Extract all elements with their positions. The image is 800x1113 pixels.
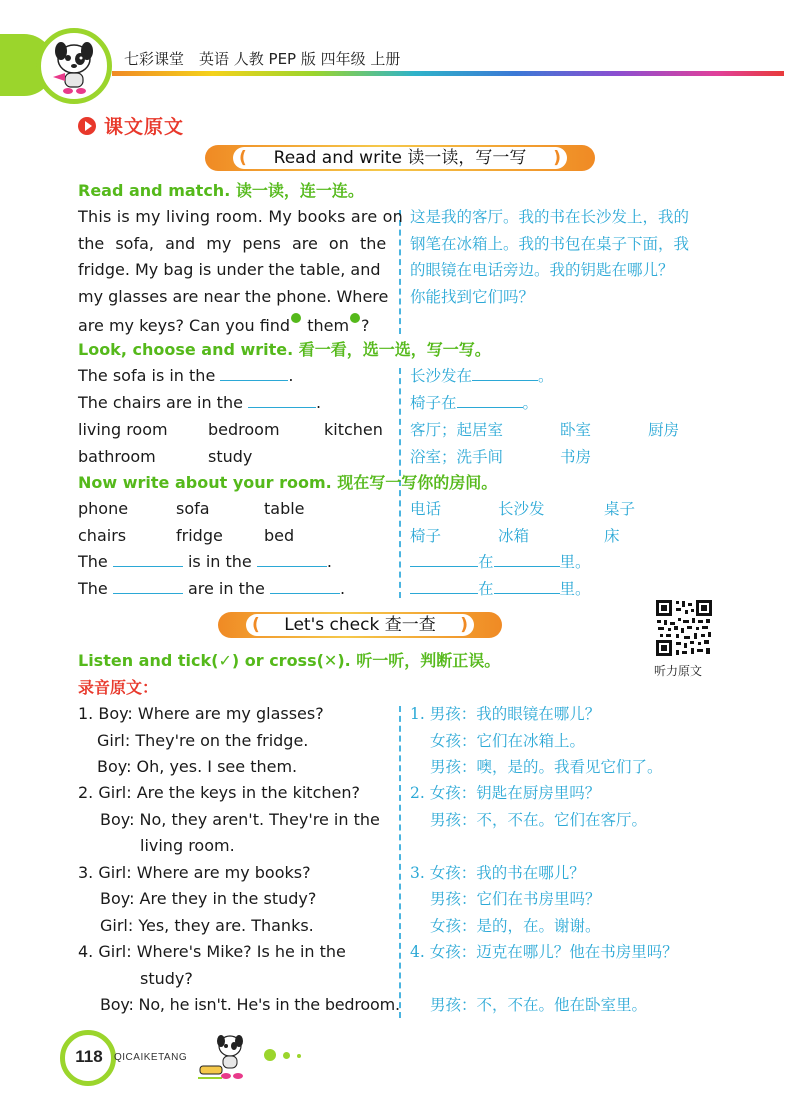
fill-line-2-cn-text: 椅子在 — [410, 394, 457, 412]
fill-line-1-text: The sofa is in the — [78, 366, 216, 385]
footnote-2-icon — [350, 313, 360, 323]
sentence-1-cn-zai: 在 — [478, 553, 494, 571]
read-match-en-end: ? — [361, 316, 370, 335]
answer-blank[interactable] — [113, 580, 183, 594]
object-word: sofa — [176, 499, 210, 518]
room-word: kitchen — [324, 420, 383, 439]
dialogue-line-en: study? — [140, 969, 193, 988]
read-match-en-line: my glasses are near the phone. Where — [78, 287, 389, 306]
dialogue-line-en: 2. Girl: Are the keys in the kitchen? — [78, 783, 360, 802]
sentence-2-a: The — [78, 579, 108, 598]
room-word-cn: 浴室；洗手间 — [410, 448, 504, 466]
sentence-1-a: The — [78, 552, 108, 571]
object-word: chairs — [78, 526, 127, 545]
room-word: study — [208, 447, 253, 466]
read-match-instruction: Read and match. 读一读，连一连。 — [78, 181, 364, 200]
sentence-1-period: . — [326, 552, 332, 571]
room-word: living room — [78, 420, 168, 439]
header-title: 七彩课堂 英语 人教 PEP 版 四年级 上册 — [124, 50, 401, 68]
object-word-cn: 电话 — [410, 500, 442, 518]
decor-dot — [297, 1054, 301, 1058]
sentence-2-cn — [410, 578, 591, 600]
object-word-cn: 冰箱 — [498, 527, 530, 545]
footer-brand: QICAIKETANG — [114, 1052, 188, 1063]
decor-dot — [283, 1052, 290, 1059]
dialogue-line-cn: 男孩：不，不在。他在卧室里。 — [430, 996, 648, 1014]
answer-blank[interactable] — [270, 580, 340, 594]
read-match-en-them: them — [307, 316, 350, 335]
dialogue-line-en: 1. Boy: Where are my glasses? — [78, 704, 324, 723]
dialogue-line-en: Girl: Yes, they are. Thanks. — [100, 916, 314, 935]
answer-blank[interactable] — [248, 394, 316, 408]
now-write-instruction: Now write about your room. 现在写一写你的房间。 — [78, 473, 498, 492]
dialogue-line-en: Boy: No, they aren't. They're in the — [100, 810, 380, 829]
mascot-icon — [36, 28, 112, 104]
room-word-cn: 书房 — [560, 448, 592, 466]
answer-blank[interactable] — [113, 553, 183, 567]
sentence-2-period: . — [339, 579, 346, 598]
sentence-1-b: is in the — [187, 552, 252, 571]
section-heading — [78, 112, 184, 139]
fill-line-2-period: . — [316, 393, 322, 412]
read-match-en-line-last — [78, 313, 370, 337]
read-match-cn-line: 你能找到它们吗？ — [410, 288, 535, 306]
dialogue-line-en: Boy: Oh, yes. I see them. — [97, 757, 298, 776]
sentence-2 — [78, 578, 345, 600]
object-word-cn: 床 — [604, 527, 620, 545]
sentence-2-b: are in the — [187, 579, 265, 598]
read-match-en-line: This is my living room. My books are on — [78, 207, 404, 226]
fill-line-1-cn — [410, 365, 554, 387]
object-word-cn: 桌子 — [604, 500, 636, 518]
qr-label: 听力原文 — [654, 664, 703, 678]
sentence-1-cn — [410, 551, 591, 573]
fill-line-2-cn-period: 。 — [522, 394, 539, 412]
read-match-cn-line: 钢笔在冰箱上。我的书包在桌子下面，我 — [410, 235, 690, 253]
fill-line-2-cn — [410, 392, 538, 414]
dialogue-line-cn: 2. 女孩：钥匙在厨房里吗？ — [410, 784, 601, 802]
dialogue-line-en: living room. — [140, 836, 235, 855]
read-match-en-line: fridge. My bag is under the table, and — [78, 260, 381, 279]
page-number: 118 — [75, 1047, 103, 1066]
sentence-1-cn-li: 里。 — [559, 553, 591, 571]
answer-blank[interactable] — [410, 580, 478, 594]
answer-blank[interactable] — [494, 580, 560, 594]
dialogue-line-en: Boy: No, he isn't. He's in the bedroom. — [100, 995, 400, 1014]
answer-blank[interactable] — [457, 394, 523, 408]
room-word-cn: 卧室 — [560, 421, 592, 439]
answer-blank[interactable] — [257, 553, 327, 567]
read-match-cn-line: 这是我的客厅。我的书在长沙发上，我的 — [410, 208, 690, 226]
answer-blank[interactable] — [220, 367, 288, 381]
dialogue-line-en: 4. Girl: Where's Mike? Is he in the — [78, 942, 346, 961]
footnote-1-icon — [291, 313, 301, 323]
qr-code-icon[interactable] — [654, 598, 714, 658]
answer-blank[interactable] — [472, 367, 538, 381]
banner-lets-check — [218, 612, 502, 638]
dialogue-line-cn: 1. 男孩：我的眼镜在哪儿？ — [410, 705, 601, 723]
sentence-1 — [78, 551, 332, 573]
sentence-2-cn-zai: 在 — [478, 580, 494, 598]
room-word-cn: 客厅；起居室 — [410, 421, 504, 439]
script-title: 录音原文： — [78, 678, 159, 697]
dialogue-line-cn: 男孩：不，不在。它们在客厅。 — [430, 811, 648, 829]
column-divider — [399, 210, 401, 334]
object-word: bed — [264, 526, 295, 545]
room-word-cn: 厨房 — [648, 421, 680, 439]
dialogue-line-cn: 3. 女孩：我的书在哪儿？ — [410, 864, 585, 882]
banner-read-and-write — [205, 145, 595, 171]
banner-read-and-write-label: ( Read and write 读一读，写一写 ) — [233, 147, 567, 169]
read-match-en-line: the sofa, and my pens are on the — [78, 234, 387, 253]
footer-mascot-icon — [196, 1032, 252, 1082]
dialogue-line-en: 3. Girl: Where are my books? — [78, 863, 311, 882]
answer-blank[interactable] — [410, 553, 478, 567]
room-word: bathroom — [78, 447, 156, 466]
fill-line-1-cn-text: 长沙发在 — [410, 367, 473, 385]
object-word: phone — [78, 499, 129, 518]
object-word-cn: 椅子 — [410, 527, 442, 545]
sentence-2-cn-li: 里。 — [559, 580, 591, 598]
header-rainbow-bar — [112, 71, 784, 76]
fill-line-2 — [78, 392, 321, 414]
listen-instruction: Listen and tick(✓) or cross(✕). 听一听，判断正误。 — [78, 651, 501, 670]
column-divider — [399, 706, 401, 1018]
decor-dot — [264, 1049, 276, 1061]
banner-lets-check-label: ( Let's check 查一查 ) — [246, 614, 474, 636]
dialogue-line-en: Boy: Are they in the study? — [100, 889, 317, 908]
play-icon — [78, 117, 96, 135]
fill-line-1-cn-period: 。 — [538, 367, 554, 385]
object-word: fridge — [176, 526, 223, 545]
fill-line-1-period: . — [288, 366, 294, 385]
object-word-cn: 长沙发 — [498, 500, 545, 518]
dialogue-line-cn: 女孩：它们在冰箱上。 — [430, 732, 586, 750]
fill-line-2-text: The chairs are in the — [78, 393, 243, 412]
section-title: 课文原文 — [104, 116, 185, 138]
object-word: table — [264, 499, 305, 518]
dialogue-line-cn: 男孩：噢，是的。我看见它们了。 — [430, 758, 663, 776]
dialogue-line-en: Girl: They're on the fridge. — [97, 731, 309, 750]
dialogue-line-cn: 男孩：它们在书房里吗？ — [430, 890, 601, 908]
read-match-en-text: are my keys? Can you find — [78, 316, 291, 335]
dialogue-line-cn: 4. 女孩：迈克在哪儿？他在书房里吗？ — [410, 943, 678, 961]
fill-line-1 — [78, 365, 293, 387]
dialogue-line-cn: 女孩：是的，在。谢谢。 — [430, 917, 601, 935]
room-word: bedroom — [208, 420, 280, 439]
answer-blank[interactable] — [494, 553, 560, 567]
look-choose-instruction: Look, choose and write. 看一看，选一选，写一写。 — [78, 340, 491, 359]
read-match-cn-line: 的眼镜在电话旁边。我的钥匙在哪儿？ — [410, 261, 674, 279]
